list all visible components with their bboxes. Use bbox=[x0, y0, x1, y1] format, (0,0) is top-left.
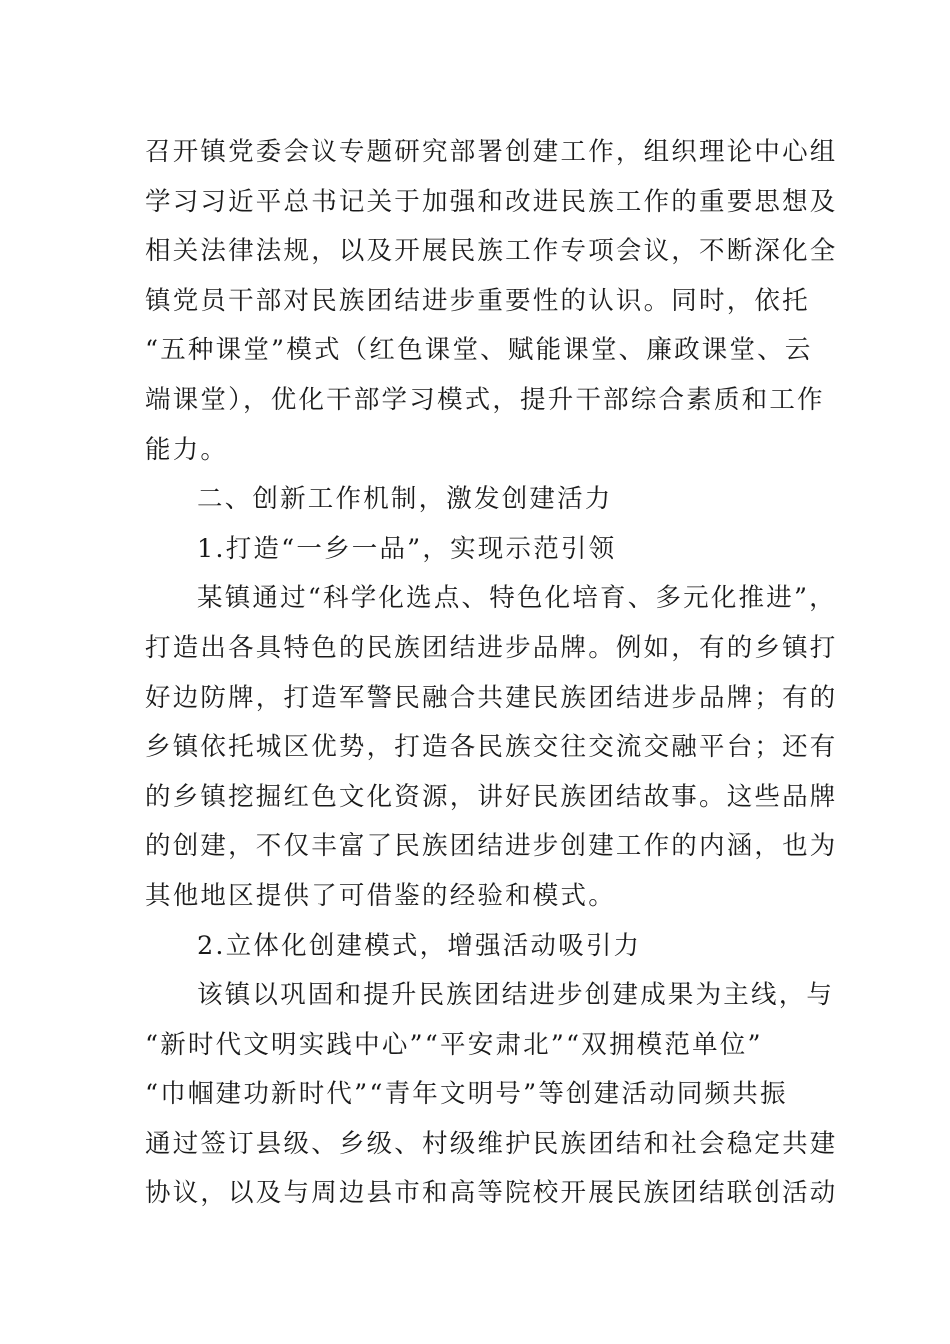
body-line: “巾帼建功新时代”“青年文明号”等创建活动同频共振 bbox=[145, 1079, 788, 1110]
body-line: 召开镇党委会议专题研究部署创建工作，组织理论中心组 bbox=[145, 137, 838, 167]
body-line: 的创建，不仅丰富了民族团结进步创建工作的内涵，也为 bbox=[145, 831, 838, 862]
body-line: 端课堂），优化干部学习模式，提升干部综合素质和工作 bbox=[145, 384, 825, 415]
body-line: 协议，以及与周边县市和高等院校开展民族团结联创活动 bbox=[145, 1178, 838, 1209]
body-line: 打造出各具特色的民族团结进步品牌。例如，有的乡镇打 bbox=[145, 632, 838, 663]
body-line: 相关法律法规，以及开展民族工作专项会议，不断深化全 bbox=[145, 236, 838, 267]
body-line: “新时代文明实践中心”“平安肃北”“双拥模范单位” bbox=[145, 1029, 763, 1060]
body-line: 其他地区提供了可借鉴的经验和模式。 bbox=[145, 880, 616, 911]
subsection-heading: 1.打造“一乡一品”，实现示范引领 bbox=[197, 533, 617, 564]
body-line: “五种课堂”模式（红色课堂、赋能课堂、廉政课堂、云 bbox=[145, 335, 813, 366]
section-heading: 二、创新工作机制，激发创建活力 bbox=[197, 484, 613, 515]
body-line: 能力。 bbox=[145, 434, 229, 465]
body-line: 某镇通过“科学化选点、特色化培育、多元化推进”， bbox=[197, 583, 837, 614]
subsection-heading: 2.立体化创建模式，增强活动吸引力 bbox=[197, 930, 642, 961]
body-line: 的乡镇挖掘红色文化资源，讲好民族团结故事。这些品牌 bbox=[145, 781, 838, 812]
body-line: 乡镇依托城区优势，打造各民族交往交流交融平台；还有 bbox=[145, 732, 838, 763]
body-line: 该镇以巩固和提升民族团结进步创建成果为主线，与 bbox=[197, 980, 835, 1011]
body-line: 镇党员干部对民族团结进步重要性的认识。同时，依托 bbox=[145, 285, 810, 316]
body-line: 好边防牌，打造军警民融合共建民族团结进步品牌；有的 bbox=[145, 682, 838, 713]
body-line: 学习习近平总书记关于加强和改进民族工作的重要思想及 bbox=[145, 186, 838, 217]
document-body bbox=[145, 128, 838, 1219]
body-line: 通过签订县级、乡级、村级维护民族团结和社会稳定共建 bbox=[145, 1128, 838, 1159]
